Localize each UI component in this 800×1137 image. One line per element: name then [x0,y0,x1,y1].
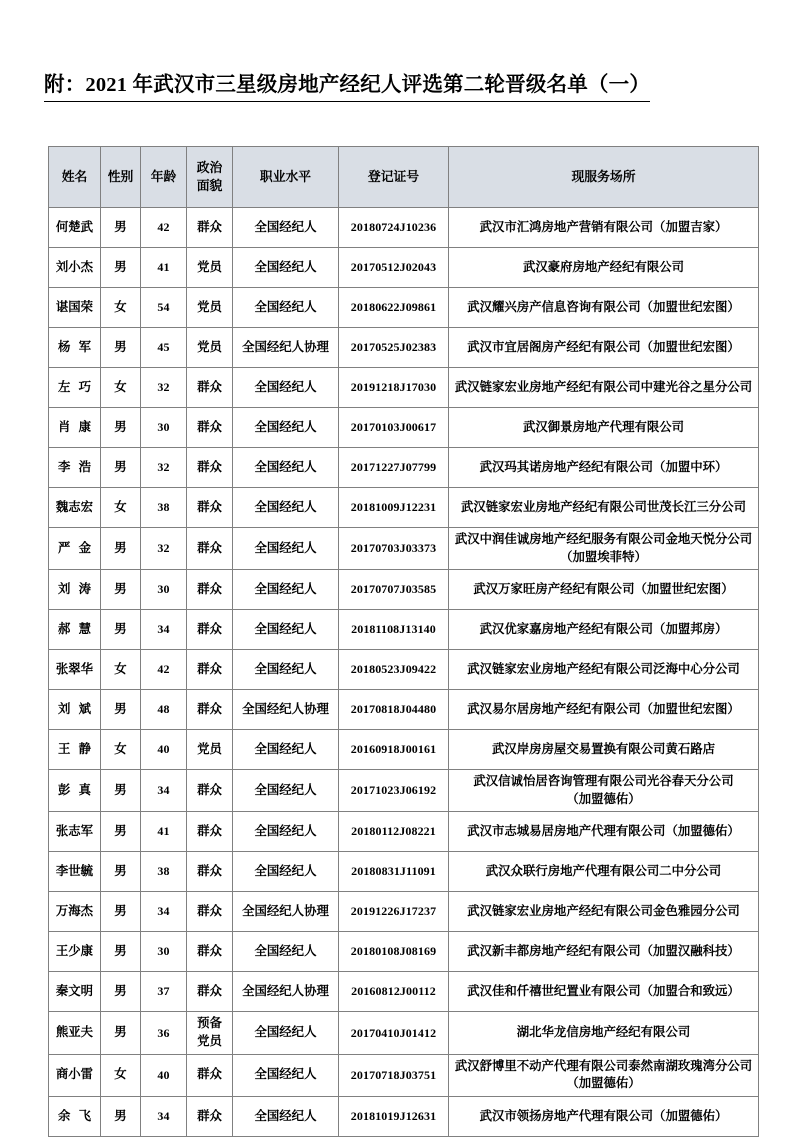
column-header-professional-level: 职业水平 [233,147,339,208]
table-row [49,248,759,288]
cell-current-workplace-line: 武汉御景房地产代理有限公司 [522,419,685,434]
cell-certificate-number: 20191226J17237 [339,892,449,932]
cell-political-status [187,448,233,488]
cell-current-workplace [449,368,759,408]
cell-political-status-line: 预备 [197,1016,222,1031]
cell-gender: 女 [101,368,141,408]
table-row [49,1012,759,1054]
table-row [49,1096,759,1136]
cell-current-workplace [449,488,759,528]
cell-age: 37 [141,972,187,1012]
cell-gender: 男 [101,610,141,650]
cell-current-workplace [449,892,759,932]
cell-current-workplace-line: 武汉链家宏业房地产经纪有限公司世茂长江三分公司 [461,499,746,514]
cell-age: 40 [141,1054,187,1096]
cell-current-workplace [449,448,759,488]
cell-current-workplace [449,1096,759,1136]
cell-name: 王静 [49,730,101,770]
cell-political-status-line: 群众 [197,540,222,555]
cell-current-workplace-line: 武汉市宜居阁房产经纪有限公司（加盟世纪宏图） [467,339,740,354]
cell-age: 32 [141,448,187,488]
cell-certificate-number: 20160918J00161 [339,730,449,770]
cell-current-workplace-line: 武汉众联行房地产代理有限公司二中分公司 [485,864,722,879]
cell-professional-level: 全国经纪人协理 [233,972,339,1012]
cell-professional-level: 全国经纪人 [233,812,339,852]
cell-gender: 男 [101,528,141,570]
cell-current-workplace-line: （加盟埃菲特） [560,549,647,564]
cell-political-status-line: 群众 [197,864,222,879]
roster-table-container [48,146,758,1137]
cell-political-status-line: 群众 [197,1108,222,1123]
cell-gender: 女 [101,288,141,328]
cell-political-status [187,328,233,368]
cell-age: 30 [141,932,187,972]
cell-political-status-line: 群众 [197,499,222,514]
cell-current-workplace-line: 武汉信诚怡居咨询管理有限公司光谷春天分公司 [473,774,734,789]
column-header-name: 姓名 [49,147,101,208]
cell-current-workplace-line: 武汉万家旺房产经纪有限公司（加盟世纪宏图） [473,581,734,596]
cell-professional-level: 全国经纪人 [233,730,339,770]
column-header-gender: 性别 [101,147,141,208]
cell-age: 36 [141,1012,187,1054]
cell-current-workplace [449,570,759,610]
cell-political-status [187,650,233,690]
cell-current-workplace-line: 武汉市汇鸿房地产营销有限公司（加盟吉家） [479,219,728,234]
cell-current-workplace [449,852,759,892]
cell-name: 余飞 [49,1096,101,1136]
cell-political-status-line: 群众 [197,944,222,959]
table-row [49,528,759,570]
cell-certificate-number: 20180108J08169 [339,932,449,972]
cell-political-status-line: 群众 [197,581,222,596]
cell-age: 40 [141,730,187,770]
cell-political-status [187,570,233,610]
cell-gender: 男 [101,852,141,892]
cell-age: 41 [141,248,187,288]
cell-political-status [187,1054,233,1096]
table-row [49,770,759,812]
cell-gender: 女 [101,488,141,528]
cell-gender: 男 [101,208,141,248]
cell-current-workplace [449,770,759,812]
cell-name: 左巧 [49,368,101,408]
cell-current-workplace [449,408,759,448]
cell-certificate-number: 20191218J17030 [339,368,449,408]
cell-professional-level: 全国经纪人 [233,528,339,570]
cell-name: 刘涛 [49,570,101,610]
table-row [49,892,759,932]
cell-gender: 男 [101,408,141,448]
cell-age: 32 [141,528,187,570]
column-header-political-status [187,147,233,208]
cell-professional-level: 全国经纪人 [233,208,339,248]
cell-professional-level: 全国经纪人 [233,288,339,328]
cell-professional-level: 全国经纪人 [233,570,339,610]
cell-current-workplace-line: 武汉佳和仟禧世纪置业有限公司（加盟合和致远） [467,984,740,999]
cell-age: 34 [141,770,187,812]
cell-certificate-number: 20170703J03373 [339,528,449,570]
cell-political-status-line: 党员 [197,1034,222,1049]
table-row [49,690,759,730]
cell-political-status-line: 党员 [197,741,222,756]
cell-gender: 男 [101,328,141,368]
cell-political-status [187,1012,233,1054]
cell-certificate-number: 20180523J09422 [339,650,449,690]
cell-political-status-line: 群众 [197,701,222,716]
table-header [49,147,759,208]
cell-gender: 男 [101,972,141,1012]
cell-age: 42 [141,208,187,248]
cell-name: 王少康 [49,932,101,972]
cell-current-workplace [449,932,759,972]
cell-professional-level: 全国经纪人协理 [233,690,339,730]
cell-name: 魏志宏 [49,488,101,528]
cell-certificate-number: 20170512J02043 [339,248,449,288]
cell-age: 45 [141,328,187,368]
cell-political-status [187,408,233,448]
cell-age: 38 [141,488,187,528]
cell-professional-level: 全国经纪人 [233,368,339,408]
cell-gender: 男 [101,892,141,932]
cell-certificate-number: 20170707J03585 [339,570,449,610]
cell-political-status [187,852,233,892]
cell-political-status [187,730,233,770]
column-header-age: 年龄 [141,147,187,208]
cell-professional-level: 全国经纪人 [233,1054,339,1096]
cell-age: 34 [141,892,187,932]
cell-certificate-number: 20170103J00617 [339,408,449,448]
cell-political-status [187,690,233,730]
cell-age: 41 [141,812,187,852]
cell-gender: 男 [101,570,141,610]
cell-current-workplace [449,528,759,570]
cell-current-workplace-line: 武汉优家嘉房地产经纪有限公司（加盟邦房） [479,621,728,636]
cell-political-status-line: 群众 [197,824,222,839]
cell-certificate-number: 20180622J09861 [339,288,449,328]
cell-gender: 男 [101,812,141,852]
cell-age: 34 [141,1096,187,1136]
cell-certificate-number: 20170718J03751 [339,1054,449,1096]
cell-political-status-line: 党员 [197,339,222,354]
cell-current-workplace-line: 武汉岸房房屋交易置换有限公司黄石路店 [491,741,716,756]
cell-current-workplace [449,610,759,650]
cell-professional-level: 全国经纪人 [233,852,339,892]
cell-professional-level: 全国经纪人 [233,1096,339,1136]
cell-current-workplace [449,650,759,690]
cell-name: 张志军 [49,812,101,852]
cell-name: 李世毓 [49,852,101,892]
cell-current-workplace [449,328,759,368]
cell-age: 38 [141,852,187,892]
table-header-row [49,147,759,208]
cell-professional-level: 全国经纪人 [233,610,339,650]
cell-certificate-number: 20170525J02383 [339,328,449,368]
table-row [49,448,759,488]
cell-professional-level: 全国经纪人 [233,248,339,288]
cell-name: 万海杰 [49,892,101,932]
cell-current-workplace [449,972,759,1012]
cell-current-workplace [449,812,759,852]
cell-political-status-line: 群众 [197,419,222,434]
cell-political-status [187,972,233,1012]
cell-name: 谌国荣 [49,288,101,328]
cell-age: 30 [141,408,187,448]
cell-political-status-line: 群众 [197,661,222,676]
cell-current-workplace [449,1012,759,1054]
cell-current-workplace [449,248,759,288]
table-row [49,650,759,690]
cell-political-status-line: 群众 [197,1067,222,1082]
page-title: 附：2021 年武汉市三星级房地产经纪人评选第二轮晋级名单（一） [44,72,650,102]
cell-current-workplace-line: 武汉链家宏业房地产经纪有限公司金色雅园分公司 [467,904,740,919]
table-row [49,730,759,770]
cell-political-status [187,770,233,812]
cell-political-status-line: 群众 [197,379,222,394]
cell-current-workplace-line: 武汉新丰都房地产经纪有限公司（加盟汉融科技） [467,944,740,959]
cell-political-status-line: 党员 [197,259,222,274]
cell-professional-level: 全国经纪人 [233,770,339,812]
cell-name: 张翠华 [49,650,101,690]
cell-political-status [187,368,233,408]
table-body [49,208,759,1137]
cell-gender: 男 [101,770,141,812]
table-row [49,208,759,248]
cell-current-workplace [449,690,759,730]
table-row [49,570,759,610]
cell-political-status-line: 群众 [197,459,222,474]
cell-current-workplace-line: 武汉耀兴房产信息咨询有限公司（加盟世纪宏图） [467,299,740,314]
cell-certificate-number: 20180724J10236 [339,208,449,248]
cell-professional-level: 全国经纪人 [233,1012,339,1054]
cell-gender: 女 [101,650,141,690]
cell-political-status-line: 群众 [197,904,222,919]
cell-name: 郝慧 [49,610,101,650]
cell-professional-level: 全国经纪人 [233,408,339,448]
cell-political-status [187,248,233,288]
column-header-current-workplace: 现服务场所 [449,147,759,208]
cell-age: 32 [141,368,187,408]
column-header-political-line2: 面貌 [196,179,223,193]
cell-current-workplace-line: （加盟德佑） [566,791,641,806]
cell-name: 刘斌 [49,690,101,730]
cell-current-workplace [449,730,759,770]
cell-name: 商小雷 [49,1054,101,1096]
cell-name: 李浩 [49,448,101,488]
table-row [49,488,759,528]
cell-gender: 男 [101,448,141,488]
cell-gender: 女 [101,730,141,770]
cell-current-workplace-line: 武汉链家宏业房地产经纪有限公司泛海中心分公司 [467,661,740,676]
cell-political-status-line: 党员 [197,299,222,314]
cell-professional-level: 全国经纪人 [233,932,339,972]
cell-political-status-line: 群众 [197,984,222,999]
cell-current-workplace-line: 武汉易尔居房地产经纪有限公司（加盟世纪宏图） [467,701,740,716]
cell-current-workplace [449,208,759,248]
cell-political-status [187,528,233,570]
cell-political-status-line: 群众 [197,783,222,798]
cell-political-status [187,1096,233,1136]
table-row [49,972,759,1012]
cell-name: 熊亚夫 [49,1012,101,1054]
cell-age: 34 [141,610,187,650]
table-row [49,368,759,408]
cell-name: 秦文明 [49,972,101,1012]
cell-professional-level: 全国经纪人 [233,448,339,488]
cell-age: 30 [141,570,187,610]
cell-current-workplace-line: 武汉市志城易居房地产代理有限公司（加盟德佑） [467,824,740,839]
cell-current-workplace-line: 湖北华龙信房地产经纪有限公司 [516,1025,691,1040]
cell-certificate-number: 20171227J07799 [339,448,449,488]
cell-political-status [187,610,233,650]
cell-professional-level: 全国经纪人协理 [233,328,339,368]
cell-political-status [187,208,233,248]
cell-political-status [187,892,233,932]
table-row [49,328,759,368]
cell-certificate-number: 20180112J08221 [339,812,449,852]
cell-name: 彭真 [49,770,101,812]
cell-certificate-number: 20160812J00112 [339,972,449,1012]
column-header-certificate-number: 登记证号 [339,147,449,208]
cell-name: 何楚武 [49,208,101,248]
cell-gender: 男 [101,932,141,972]
cell-political-status [187,488,233,528]
cell-gender: 男 [101,690,141,730]
cell-gender: 男 [101,1096,141,1136]
cell-current-workplace-line: 武汉舒博里不动产代理有限公司泰然南湖玫瑰湾分公司 [454,1058,753,1073]
cell-gender: 男 [101,1012,141,1054]
roster-table [48,146,759,1137]
cell-political-status [187,812,233,852]
cell-name: 杨军 [49,328,101,368]
cell-current-workplace-line: 武汉中润佳诚房地产经纪服务有限公司金地天悦分公司 [454,532,753,546]
cell-name: 刘小杰 [49,248,101,288]
table-row [49,852,759,892]
cell-name: 严金 [49,528,101,570]
cell-professional-level: 全国经纪人 [233,650,339,690]
cell-current-workplace-line: 武汉玛其诺房地产经纪有限公司（加盟中环） [479,459,728,474]
table-row [49,932,759,972]
cell-current-workplace-line: （加盟德佑） [566,1076,641,1091]
cell-age: 48 [141,690,187,730]
cell-current-workplace [449,1054,759,1096]
cell-certificate-number: 20180831J11091 [339,852,449,892]
table-row [49,610,759,650]
cell-age: 54 [141,288,187,328]
cell-certificate-number: 20181019J12631 [339,1096,449,1136]
cell-certificate-number: 20171023J06192 [339,770,449,812]
cell-professional-level: 全国经纪人协理 [233,892,339,932]
column-header-political-line1: 政治 [196,160,223,175]
cell-political-status [187,932,233,972]
cell-political-status-line: 群众 [197,621,222,636]
cell-political-status [187,288,233,328]
cell-current-workplace-line: 武汉市领扬房地产代理有限公司（加盟德佑） [479,1108,728,1123]
table-row [49,1054,759,1096]
cell-current-workplace [449,288,759,328]
cell-certificate-number: 20170410J01412 [339,1012,449,1054]
cell-certificate-number: 20170818J04480 [339,690,449,730]
cell-current-workplace-line: 武汉豪府房地产经纪有限公司 [522,259,685,274]
cell-certificate-number: 20181108J13140 [339,610,449,650]
table-row [49,288,759,328]
cell-age: 42 [141,650,187,690]
cell-political-status-line: 群众 [197,219,222,234]
cell-professional-level: 全国经纪人 [233,488,339,528]
table-row [49,408,759,448]
table-row [49,812,759,852]
cell-certificate-number: 20181009J12231 [339,488,449,528]
cell-gender: 女 [101,1054,141,1096]
cell-gender: 男 [101,248,141,288]
cell-current-workplace-line: 武汉链家宏业房地产经纪有限公司中建光谷之星分公司 [454,379,753,394]
cell-name: 肖康 [49,408,101,448]
